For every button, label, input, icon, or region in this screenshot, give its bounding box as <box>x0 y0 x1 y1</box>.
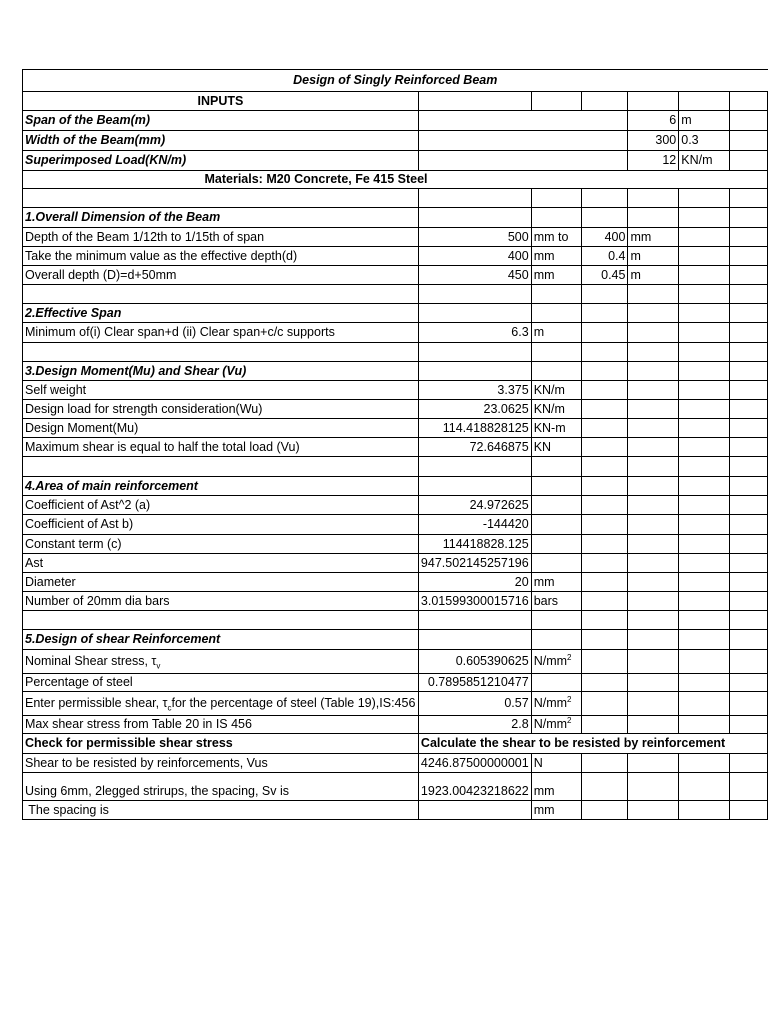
unit-sup: 2 <box>567 653 572 663</box>
table-row <box>23 381 768 400</box>
materials-row: Materials: M20 Concrete, Fe 415 Steel <box>23 171 768 189</box>
cell[interactable] <box>679 773 729 801</box>
cell[interactable] <box>679 716 729 734</box>
cell[interactable] <box>729 189 767 208</box>
cell[interactable] <box>628 573 679 592</box>
cell[interactable] <box>23 611 419 630</box>
bars-unit[interactable]: bars <box>531 592 582 611</box>
vus-unit[interactable]: N <box>531 754 582 773</box>
cell[interactable] <box>628 323 679 343</box>
cell[interactable] <box>582 381 628 400</box>
cell[interactable] <box>628 592 679 611</box>
cell[interactable] <box>679 692 729 716</box>
cell[interactable] <box>628 285 679 304</box>
spacing-sv-label: Using 6mm, 2legged strirups, the spacing, Sv is <box>23 773 419 801</box>
table-row <box>23 438 768 457</box>
table-row <box>23 171 768 189</box>
cell[interactable] <box>582 323 628 343</box>
overall-depth-v2[interactable]: 0.45 <box>582 266 628 285</box>
cell[interactable] <box>582 650 628 674</box>
cell[interactable] <box>582 419 628 438</box>
cell[interactable] <box>582 773 628 801</box>
cell[interactable] <box>679 400 729 419</box>
diameter-value[interactable]: 20 <box>418 573 531 592</box>
spacing-unit[interactable]: mm <box>531 801 582 820</box>
cell[interactable] <box>729 650 767 674</box>
cell[interactable] <box>628 674 679 692</box>
design-moment-unit[interactable]: KN-m <box>531 419 582 438</box>
section-heading: 3.Design Moment(Mu) and Shear (Vu) <box>23 362 419 381</box>
cell[interactable] <box>729 285 767 304</box>
cell[interactable] <box>628 773 679 801</box>
nominal-shear-label <box>23 650 419 674</box>
section-heading: 1.Overall Dimension of the Beam <box>23 208 419 228</box>
cell[interactable] <box>582 535 628 554</box>
cell[interactable] <box>23 457 419 477</box>
load-unit[interactable]: KN/m <box>679 151 729 171</box>
unit-sup: 2 <box>567 716 572 726</box>
sheet-title: Design of Singly Reinforced Beam <box>23 70 768 92</box>
cell[interactable] <box>729 554 767 573</box>
vus-label: Shear to be resisted by reinforcements, Vus <box>23 754 419 773</box>
cell[interactable] <box>582 592 628 611</box>
eff-depth-u1[interactable]: mm <box>531 247 582 266</box>
cell[interactable] <box>582 304 628 323</box>
cell[interactable] <box>582 801 628 820</box>
table-row <box>23 208 768 228</box>
overall-depth-u2[interactable]: m <box>628 266 679 285</box>
cell[interactable] <box>628 304 679 323</box>
cell[interactable] <box>628 381 679 400</box>
cell[interactable] <box>628 362 679 381</box>
cell[interactable] <box>679 362 729 381</box>
unit-text: N/mm <box>533 696 568 711</box>
effective-span-unit[interactable]: m <box>531 323 582 343</box>
cell[interactable] <box>729 111 767 131</box>
spacing-sv-value[interactable]: 1923.00423218622 <box>418 773 531 801</box>
cell[interactable] <box>531 515 582 535</box>
table-row <box>23 457 768 477</box>
table-row <box>23 754 768 773</box>
coef-b-label: Coefficient of Ast b) <box>23 515 419 535</box>
table-row <box>23 343 768 362</box>
cell[interactable] <box>679 515 729 535</box>
cell[interactable] <box>679 381 729 400</box>
cell[interactable] <box>418 457 531 477</box>
cell[interactable] <box>679 801 729 820</box>
cell[interactable] <box>628 650 679 674</box>
table-row <box>23 573 768 592</box>
cell[interactable] <box>418 304 531 323</box>
check-shear-value[interactable]: Calculate the shear to be resisted by reinforcement <box>418 734 767 754</box>
cell[interactable] <box>582 611 628 630</box>
cell[interactable] <box>582 674 628 692</box>
cell[interactable] <box>531 457 582 477</box>
cell[interactable] <box>23 189 419 208</box>
cell[interactable] <box>679 208 729 228</box>
span-label: Span of the Beam(m) <box>23 111 419 131</box>
table-row <box>23 151 768 171</box>
cell[interactable] <box>582 716 628 734</box>
eff-depth-v2[interactable]: 0.4 <box>582 247 628 266</box>
cell[interactable] <box>729 801 767 820</box>
cell[interactable] <box>582 208 628 228</box>
cell[interactable] <box>628 208 679 228</box>
cell[interactable] <box>679 650 729 674</box>
cell[interactable] <box>531 611 582 630</box>
cell[interactable] <box>729 457 767 477</box>
cell[interactable] <box>628 189 679 208</box>
cell[interactable] <box>628 419 679 438</box>
cell[interactable] <box>729 266 767 285</box>
table-row <box>23 773 768 801</box>
cell[interactable] <box>628 477 679 496</box>
max-shear-stress-label: Max shear stress from Table 20 in IS 456 <box>23 716 419 734</box>
cell[interactable] <box>418 285 531 304</box>
cell[interactable] <box>679 189 729 208</box>
table-row <box>23 400 768 419</box>
cell[interactable] <box>418 92 531 111</box>
cell[interactable] <box>628 343 679 362</box>
cell[interactable] <box>729 630 767 650</box>
permissible-shear-value[interactable]: 0.57 <box>418 692 531 716</box>
table-row <box>23 285 768 304</box>
cell[interactable] <box>729 496 767 515</box>
eff-depth-u2[interactable]: m <box>628 247 679 266</box>
unit-text: N/mm <box>533 654 568 669</box>
load-value[interactable]: 12 <box>628 151 679 171</box>
cell[interactable] <box>531 304 582 323</box>
self-weight-label: Self weight <box>23 381 419 400</box>
nominal-shear-value[interactable]: 0.605390625 <box>418 650 531 674</box>
table-row <box>23 611 768 630</box>
cell[interactable] <box>628 457 679 477</box>
cell[interactable] <box>729 362 767 381</box>
cell[interactable] <box>729 400 767 419</box>
table-row <box>23 650 768 674</box>
cell[interactable] <box>679 754 729 773</box>
cell[interactable] <box>729 228 767 247</box>
table-row <box>23 515 768 535</box>
depth-range-u2[interactable]: mm <box>628 228 679 247</box>
cell[interactable] <box>418 111 628 131</box>
unit-sup: 2 <box>567 695 572 705</box>
cell[interactable] <box>582 438 628 457</box>
eff-depth-label: Take the minimum value as the effective depth(d) <box>23 247 419 266</box>
cell[interactable] <box>582 343 628 362</box>
cell[interactable] <box>729 773 767 801</box>
cell[interactable] <box>23 285 419 304</box>
table-row <box>23 70 768 92</box>
table-row <box>23 630 768 650</box>
cell[interactable] <box>531 208 582 228</box>
cell[interactable] <box>582 573 628 592</box>
cell[interactable] <box>729 592 767 611</box>
depth-range-v2[interactable]: 400 <box>582 228 628 247</box>
cell[interactable] <box>531 189 582 208</box>
cell[interactable] <box>628 438 679 457</box>
cell[interactable] <box>679 323 729 343</box>
overall-depth-label: Overall depth (D)=d+50mm <box>23 266 419 285</box>
cell[interactable] <box>679 247 729 266</box>
perm-text: Enter permissible shear, τ <box>25 696 168 711</box>
table-row <box>23 477 768 496</box>
cell[interactable] <box>729 716 767 734</box>
cell[interactable] <box>679 419 729 438</box>
cell[interactable] <box>531 496 582 515</box>
cell[interactable] <box>729 674 767 692</box>
nominal-shear-text: Nominal Shear stress, τ <box>25 654 157 669</box>
load-label: Superimposed Load(KN/m) <box>23 151 419 171</box>
table-row <box>23 228 768 247</box>
width-value[interactable]: 300 <box>628 131 679 151</box>
cell[interactable] <box>418 208 531 228</box>
cell[interactable] <box>531 92 582 111</box>
cell[interactable] <box>679 304 729 323</box>
cell[interactable] <box>679 266 729 285</box>
const-c-value[interactable]: 114418828.125 <box>418 535 531 554</box>
cell[interactable] <box>531 630 582 650</box>
ast-label: Ast <box>23 554 419 573</box>
table-row <box>23 692 768 716</box>
unit-text: N/mm <box>533 717 568 732</box>
span-unit[interactable]: m <box>679 111 729 131</box>
cell[interactable] <box>628 754 679 773</box>
cell[interactable] <box>582 362 628 381</box>
cell[interactable] <box>679 285 729 304</box>
cell[interactable] <box>679 343 729 362</box>
table-row <box>23 554 768 573</box>
spacing-sv-unit[interactable]: mm <box>531 773 582 801</box>
cell[interactable] <box>679 554 729 573</box>
cell[interactable] <box>531 477 582 496</box>
design-load-unit[interactable]: KN/m <box>531 400 582 419</box>
cell[interactable] <box>679 92 729 111</box>
table-row <box>23 419 768 438</box>
cell[interactable] <box>23 343 419 362</box>
cell[interactable] <box>679 674 729 692</box>
cell[interactable] <box>418 611 531 630</box>
nominal-shear-unit[interactable] <box>531 650 582 674</box>
cell[interactable] <box>628 400 679 419</box>
ast-value[interactable]: 947.502145257196 <box>418 554 531 573</box>
cell[interactable] <box>418 362 531 381</box>
spacing-value[interactable] <box>418 801 531 820</box>
table-row <box>23 362 768 381</box>
cell[interactable] <box>628 611 679 630</box>
max-shear-value[interactable]: 72.646875 <box>418 438 531 457</box>
cell[interactable] <box>418 477 531 496</box>
table-row <box>23 801 768 820</box>
table-row <box>23 716 768 734</box>
cell[interactable] <box>582 285 628 304</box>
max-shear-stress-value[interactable]: 2.8 <box>418 716 531 734</box>
permissible-shear-label <box>23 692 419 716</box>
cell[interactable] <box>729 419 767 438</box>
max-shear-label: Maximum shear is equal to half the total load (Vu) <box>23 438 419 457</box>
pct-steel-value[interactable]: 0.7895851210477 <box>418 674 531 692</box>
cell[interactable] <box>418 189 531 208</box>
bars-value[interactable]: 3.01599300015716 <box>418 592 531 611</box>
table-row <box>23 92 768 111</box>
design-load-label: Design load for strength consideration(Wu) <box>23 400 419 419</box>
bars-label: Number of 20mm dia bars <box>23 592 419 611</box>
self-weight-value[interactable]: 3.375 <box>418 381 531 400</box>
cell[interactable] <box>418 343 531 362</box>
cell[interactable] <box>729 323 767 343</box>
design-moment-value[interactable]: 114.418828125 <box>418 419 531 438</box>
table-row <box>23 496 768 515</box>
cell[interactable] <box>531 362 582 381</box>
eff-depth-v1[interactable]: 400 <box>418 247 531 266</box>
table-row <box>23 323 768 343</box>
cell[interactable] <box>628 515 679 535</box>
table-row <box>23 131 768 151</box>
cell[interactable] <box>729 754 767 773</box>
max-shear-stress-unit[interactable] <box>531 716 582 734</box>
cell[interactable] <box>628 535 679 554</box>
cell[interactable] <box>628 554 679 573</box>
depth-range-v1[interactable]: 500 <box>418 228 531 247</box>
cell[interactable] <box>418 630 531 650</box>
effective-span-value[interactable]: 6.3 <box>418 323 531 343</box>
overall-depth-v1[interactable]: 450 <box>418 266 531 285</box>
cell[interactable] <box>729 692 767 716</box>
cell[interactable] <box>729 515 767 535</box>
cell[interactable] <box>582 477 628 496</box>
coef-a-label: Coefficient of Ast^2 (a) <box>23 496 419 515</box>
width-label: Width of the Beam(mm) <box>23 131 419 151</box>
cell[interactable] <box>729 131 767 151</box>
cell[interactable] <box>582 189 628 208</box>
cell[interactable] <box>679 477 729 496</box>
nominal-shear-sub: v <box>156 661 161 671</box>
cell[interactable] <box>729 92 767 111</box>
cell[interactable] <box>679 611 729 630</box>
pct-steel-label: Percentage of steel <box>23 674 419 692</box>
cell[interactable] <box>531 535 582 554</box>
cell[interactable] <box>729 438 767 457</box>
cell[interactable] <box>582 496 628 515</box>
permissible-shear-unit[interactable] <box>531 692 582 716</box>
perm-sub: c <box>167 703 172 713</box>
cell[interactable] <box>628 496 679 515</box>
cell[interactable] <box>729 611 767 630</box>
check-shear-label: Check for permissible shear stress <box>23 734 419 754</box>
diameter-unit[interactable]: mm <box>531 573 582 592</box>
diameter-label: Diameter <box>23 573 419 592</box>
depth-range-u1[interactable]: mm to <box>531 228 582 247</box>
table-row <box>23 674 768 692</box>
cell[interactable] <box>729 304 767 323</box>
cell[interactable] <box>679 228 729 247</box>
cell[interactable] <box>729 477 767 496</box>
cell[interactable] <box>582 554 628 573</box>
cell[interactable] <box>679 438 729 457</box>
cell[interactable] <box>531 554 582 573</box>
cell[interactable] <box>729 573 767 592</box>
section-heading: 4.Area of main reinforcement <box>23 477 419 496</box>
table-row <box>23 535 768 554</box>
spacing-label: The spacing is <box>23 801 419 820</box>
cell[interactable] <box>531 285 582 304</box>
cell[interactable] <box>531 674 582 692</box>
const-c-label: Constant term (c) <box>23 535 419 554</box>
width-unit[interactable]: 0.3 <box>679 131 729 151</box>
cell[interactable] <box>582 515 628 535</box>
table-row <box>23 592 768 611</box>
inputs-header: INPUTS <box>23 92 419 111</box>
cell[interactable] <box>679 573 729 592</box>
cell[interactable] <box>582 400 628 419</box>
cell[interactable] <box>729 151 767 171</box>
coef-b-value[interactable]: -144420 <box>418 515 531 535</box>
table-row <box>23 304 768 323</box>
section-heading: 5.Design of shear Reinforcement <box>23 630 419 650</box>
cell[interactable] <box>418 131 628 151</box>
cell[interactable] <box>729 535 767 554</box>
table-row <box>23 734 768 754</box>
cell[interactable] <box>628 716 679 734</box>
cell[interactable] <box>628 801 679 820</box>
cell[interactable] <box>582 92 628 111</box>
table-row <box>23 189 768 208</box>
table-row <box>23 266 768 285</box>
cell[interactable] <box>679 496 729 515</box>
overall-depth-u1[interactable]: mm <box>531 266 582 285</box>
table-row <box>23 247 768 266</box>
cell[interactable] <box>582 630 628 650</box>
effective-span-label: Minimum of(i) Clear span+d (ii) Clear span+c/c supports <box>23 323 419 343</box>
cell[interactable] <box>679 592 729 611</box>
cell[interactable] <box>418 151 628 171</box>
cell[interactable] <box>729 247 767 266</box>
span-value[interactable]: 6 <box>628 111 679 131</box>
cell[interactable] <box>679 535 729 554</box>
cell[interactable] <box>531 343 582 362</box>
depth-range-label: Depth of the Beam 1/12th to 1/15th of span <box>23 228 419 247</box>
section-heading: 2.Effective Span <box>23 304 419 323</box>
spreadsheet-table <box>22 69 768 820</box>
coef-a-value[interactable]: 24.972625 <box>418 496 531 515</box>
design-load-value[interactable]: 23.0625 <box>418 400 531 419</box>
cell[interactable] <box>628 630 679 650</box>
cell[interactable] <box>582 457 628 477</box>
cell[interactable] <box>729 208 767 228</box>
cell[interactable] <box>679 457 729 477</box>
table-row <box>23 111 768 131</box>
perm-tail: for the percentage of steel (Table 19),IS:456 <box>171 696 416 711</box>
cell[interactable] <box>582 692 628 716</box>
cell[interactable] <box>729 343 767 362</box>
cell[interactable] <box>679 630 729 650</box>
design-moment-label: Design Moment(Mu) <box>23 419 419 438</box>
cell[interactable] <box>582 754 628 773</box>
max-shear-unit[interactable]: KN <box>531 438 582 457</box>
self-weight-unit[interactable]: KN/m <box>531 381 582 400</box>
cell[interactable] <box>628 692 679 716</box>
cell[interactable] <box>729 381 767 400</box>
vus-value[interactable]: 4246.87500000001 <box>418 754 531 773</box>
cell[interactable] <box>628 92 679 111</box>
